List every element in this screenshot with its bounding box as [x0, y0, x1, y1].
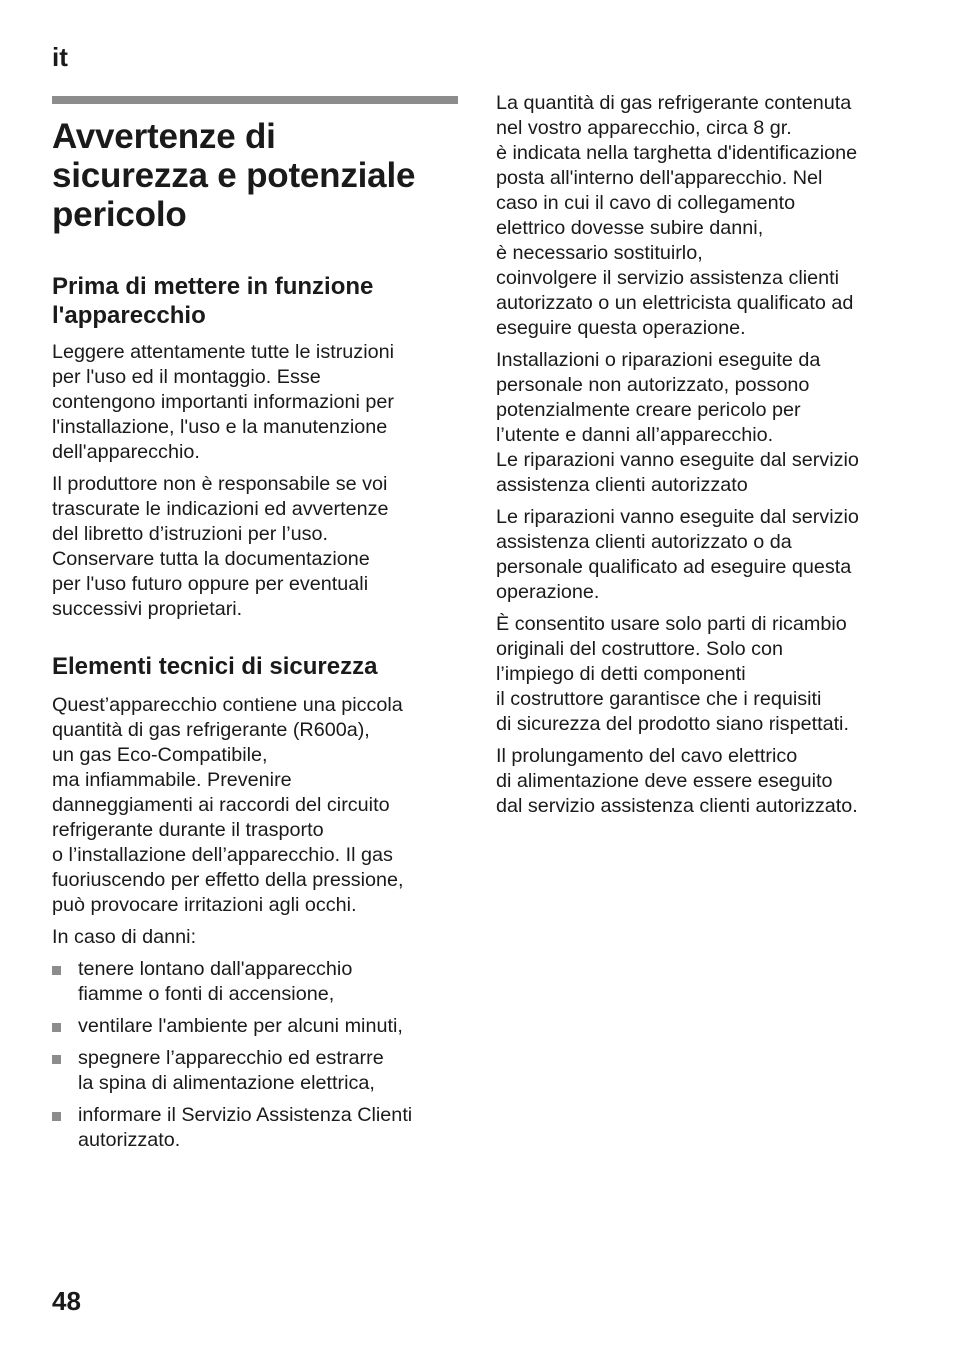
paragraph: Leggere attentamente tutte le istruzioni per l'uso ed il montaggio. Esse contengono importanti informazioni per l'installazione, l'uso e la manutenzione dell'apparecchio. [52, 341, 394, 463]
damage-instructions-list [52, 957, 458, 1153]
language-label: it [52, 42, 68, 72]
list-item [52, 1103, 458, 1153]
paragraph: Quest’apparecchio contiene una piccola quantità di gas refrigerante (R600a), un gas Eco-Compatibile, ma infiammabile. Prevenire danneggiamenti ai raccordi del circuito refrigerante durante il trasporto o l’installazione dell’apparecchio. Il gas fuoriuscendo per effetto della pressione, può provocare irritazioni agli occhi. [52, 694, 404, 916]
paragraph: Le riparazioni vanno eseguite dal servizio assistenza clienti autorizzato o da personale qualificato ad eseguire questa operazione. [496, 506, 859, 603]
square-bullet-icon [52, 966, 61, 975]
paragraph: Il prolungamento del cavo elettrico di alimentazione deve essere eseguito dal servizio assistenza clienti autorizzato. [496, 745, 858, 817]
list-item-text: tenere lontano dall'apparecchio fiamme o fonti di accensione, [78, 958, 353, 1005]
list-item [52, 957, 458, 1007]
paragraph: In caso di danni: [52, 926, 197, 948]
paragraph: Il produttore non è responsabile se voi trascurate le indicazioni ed avvertenze del libretto d’istruzioni per l’uso. Conservare tutta la documentazione per l'uso futuro oppure per eventuali successivi proprietari. [52, 473, 389, 620]
title-divider [52, 96, 458, 104]
square-bullet-icon [52, 1023, 61, 1032]
list-item [52, 1014, 458, 1039]
paragraph: Installazioni o riparazioni eseguite da personale non autorizzato, possono potenzialmente creare pericolo per l’utente e danni all’apparecchio. Le riparazioni vanno eseguite dal servizio assistenza clienti autorizzato [496, 349, 859, 496]
left-column [52, 96, 458, 1160]
page-number: 48 [52, 1286, 81, 1316]
section-heading-before-use: Prima di mettere in funzione l'apparecchio [52, 273, 374, 329]
list-item-text: spegnere l’apparecchio ed estrarre la spina di alimentazione elettrica, [78, 1047, 384, 1094]
list-item-text: informare il Servizio Assistenza Clienti autorizzato. [78, 1104, 413, 1151]
list-item-text: ventilare l'ambiente per alcuni minuti, [78, 1015, 403, 1037]
square-bullet-icon [52, 1055, 61, 1064]
section-heading-safety-elements: Elementi tecnici di sicurezza [52, 653, 378, 680]
list-item [52, 1046, 458, 1096]
page-title: Avvertenze di sicurezza e potenziale pericolo [52, 117, 416, 234]
square-bullet-icon [52, 1112, 61, 1121]
right-column [496, 91, 916, 826]
paragraph: È consentito usare solo parti di ricambio originali del costruttore. Solo con l’impiego di detti componenti il costruttore garantisce che i requisiti di sicurezza del prodotto siano rispettati. [496, 613, 849, 735]
paragraph: La quantità di gas refrigerante contenuta nel vostro apparecchio, circa 8 gr. è indicata nella targhetta d'identificazione posta all'interno dell'apparecchio. Nel caso in cui il cavo di collegamento elettrico dovesse subire danni, è necessario sostituirlo, coinvolgere il servizio assistenza clienti autorizzato o un elettricista qualificato ad eseguire questa operazione. [496, 92, 858, 339]
